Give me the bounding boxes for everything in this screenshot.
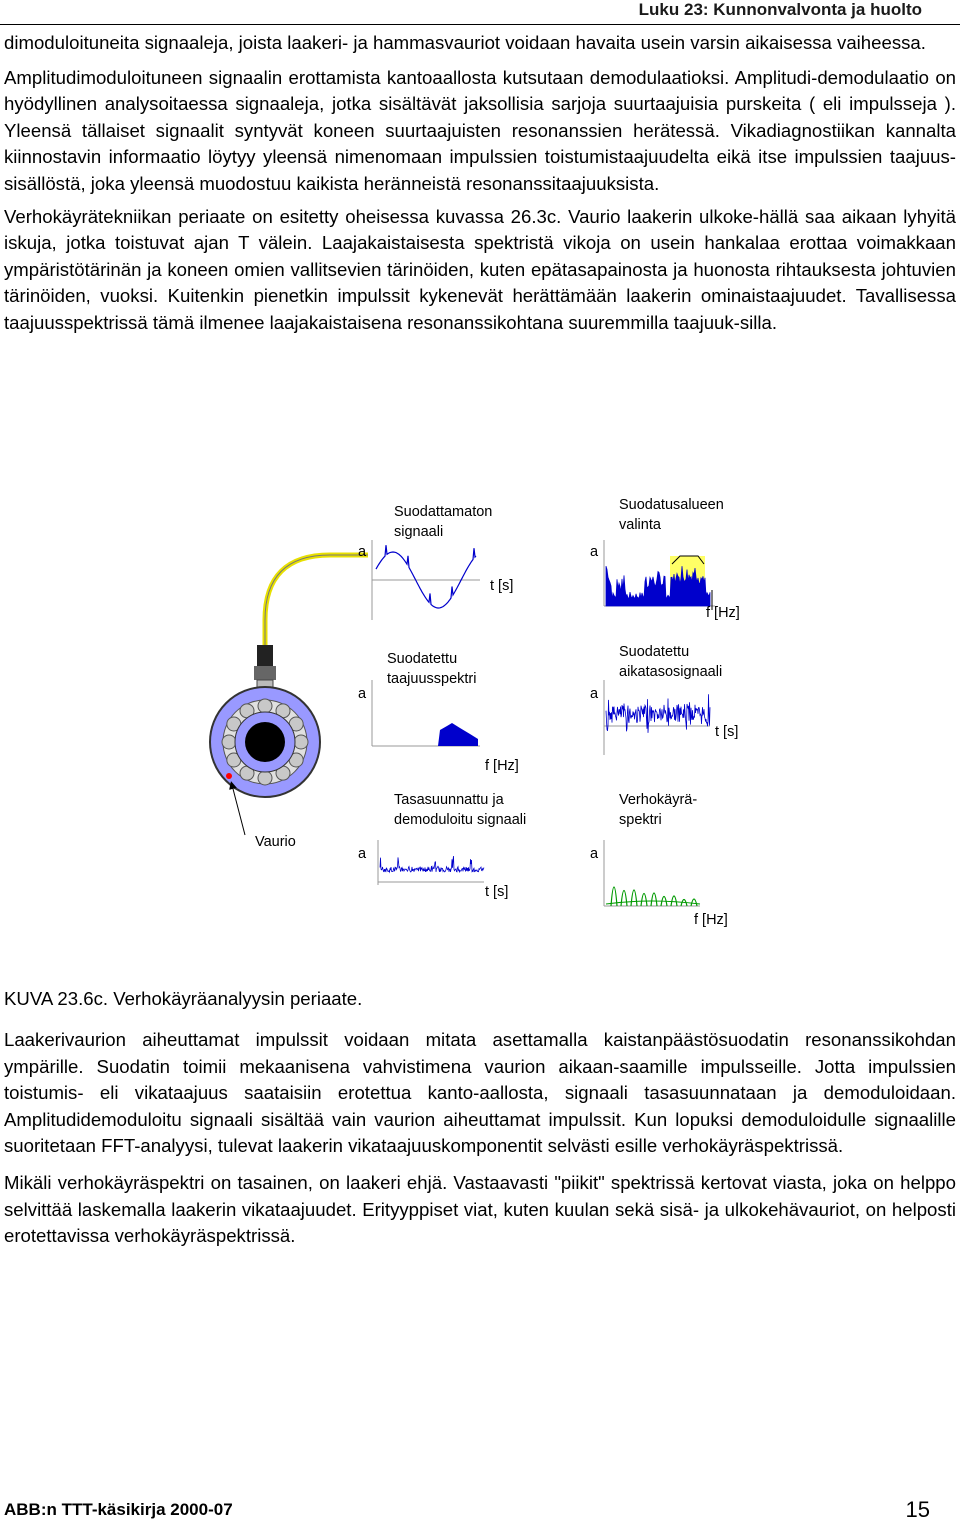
panel-envelope-spectrum — [590, 792, 728, 928]
paragraph-3: Verhokäyrätekniikan periaate on esitetty oheisessa kuvassa 26.3c. Vaurio laakerin ulkoke-hällä saa aikaan lyhyitä iskuja, jotka toistuvat ajan T välein. Laajakaistaisesta spektristä vikoja on usein hankalaa erottaa voimakkaan ympäristötärinän ja koneen omien vallitsevien tärinöiden, kuten epätasapainosta ja huonosta rihtauksesta johtuvien tärinöiden, vuoksi. Kuitenkin pienetkin impulssit kykenevät herättämään laakerin ominaistaajuudet. Tavallisessa taajuusspektrissä tämä ilmenee laajakaistaisena resonanssikohtana suuremmilla taajuuk-silla. — [4, 205, 956, 333]
bearing-drawing — [210, 687, 320, 797]
envelope-peak — [651, 893, 657, 906]
envelope-peak — [621, 891, 627, 907]
panel1-signal-trace — [376, 545, 476, 608]
sensor-cable — [265, 555, 368, 680]
body-text-top — [4, 30, 956, 337]
figure-caption: KUVA 23.6c. Verhokäyräanalyysin periaate. — [4, 988, 363, 1009]
envelope-analysis-figure — [0, 480, 960, 960]
paragraph-5: Mikäli verhokäyräspektri on tasainen, on laakeri ehjä. Vastaavasti "piikit" spektrissä kertovat viasta, joka on helppo selvittää laskemalla laakerin vikataajuudet. Erityyppiset viat, kuten kuulan sekä sisä- ja ulkokehävauriot, on helposti erotettavissa verhokäyräspektrissä. — [4, 1171, 956, 1247]
panel5-title-line2: demoduloitu signaali — [394, 812, 527, 828]
panel4-title-line1: Suodatettu — [619, 644, 690, 660]
panel2-freq-label: f [Hz] — [706, 605, 740, 621]
bearing-shaft — [245, 722, 285, 762]
panel4-title-line2: aikatasosignaali — [619, 664, 723, 680]
panel5-time-label: t [s] — [485, 884, 509, 900]
figure-svg — [0, 480, 960, 960]
panel-filter-band-selection — [590, 497, 740, 621]
bearing-ball — [222, 735, 236, 749]
panel-filtered-time-signal — [590, 644, 738, 755]
panel6-title-line1: Verhokäyrä- — [619, 792, 698, 808]
damage-label: Vaurio — [255, 834, 296, 850]
fault-marker — [226, 773, 232, 779]
panel1-title-line2: signaali — [394, 524, 444, 540]
panel3-filtered-band — [438, 723, 478, 746]
footer-source: ABB:n TTT-käsikirja 2000-07 — [4, 1500, 233, 1519]
panel-unfiltered-signal — [358, 504, 513, 620]
sensor-head — [257, 645, 273, 667]
page-number: 15 — [905, 1497, 930, 1522]
panel1-title-line1: Suodattamaton — [394, 504, 493, 520]
paragraph-2: Amplitudimoduloituneen signaalin erottamista kantoaallosta kutsutaan demodulaatioksi. Amplitudi-demodulaatio on hyödyllinen analysoitaessa signaaleja, jotka sisältävät jaksollisia sarjoja suurtaajuisia purskeita ( eli impulsseja ). Yleensä tällaiset signaalit syntyvät koneen suurtaajuisten resonanssien herätessä. Vikadiagnostiikan kannalta kiinnostavin informaatio löytyy yleensä nimenomaan impulssien toistumistaajuudelta eikä itse impulssien taajuus-sisällöstä, joka yleensä muodostuu kaikista heränneistä resonanssitaajuuksista. — [4, 66, 956, 194]
envelope-peak — [671, 896, 677, 906]
envelope-peak — [641, 894, 647, 907]
panel4-signal-trace — [606, 694, 710, 733]
panel2-spectrum — [606, 566, 710, 606]
panel3-axis-label: a — [358, 686, 367, 702]
panel5-axis-label: a — [358, 846, 367, 862]
panel3-freq-label: f [Hz] — [485, 758, 519, 774]
bearing-ball — [294, 735, 308, 749]
sensor-and-cable — [254, 555, 368, 692]
panel3-title-line1: Suodatettu — [387, 651, 458, 667]
panel2-title-line2: valinta — [619, 517, 661, 533]
paragraph-1: dimoduloituneita signaaleja, joista laakeri- ja hammasvauriot voidaan havaita usein varsin aikaisessa vaiheessa. — [4, 32, 926, 53]
envelope-peak — [631, 890, 637, 906]
panel6-title-line2: spektri — [619, 812, 662, 828]
panel2-title-line1: Suodatusalueen — [619, 497, 724, 513]
paragraph-4: Laakerivaurion aiheuttamat impulssit voidaan mitata asettamalla kaistanpäästösuodatin resonanssikohdan ympärille. Suodatin toimii mekaanisena vahvistimena vaurion aikaan-saamille impulsseille. Jotta impulssien toistumis- eli vikataajuus saataisiin erotettua kanto-aallosta, signaali tasasuunnataan ja demoduloidaan. Amplitudidemoduloitu signaali sisältää vain vaurion aiheuttamat impulssit. Kun lopuksi demoduloidulle signaalille suoritetaan FFT-analyysi, tulevat laakerin vikataajuuskomponentit selvästi esille verhokäyräspektrissä. — [4, 1029, 956, 1157]
page-header: Luku 23: Kunnonvalvonta ja huolto — [638, 0, 922, 19]
panel2-axis-label: a — [590, 544, 599, 560]
envelope-peak — [691, 899, 697, 906]
header-divider — [0, 24, 960, 25]
panel6-freq-label: f [Hz] — [694, 912, 728, 928]
panel4-axis-label: a — [590, 686, 599, 702]
panel1-time-label: t [s] — [490, 578, 514, 594]
panel6-axis-label: a — [590, 846, 599, 862]
bearing-ball — [258, 771, 272, 785]
panel-filtered-spectrum — [358, 651, 519, 774]
panel5-signal-trace — [380, 856, 484, 872]
sensor-body — [254, 666, 276, 680]
bearing-ball — [258, 699, 272, 713]
body-text-bottom — [4, 1027, 956, 1250]
envelope-peaks — [606, 887, 700, 906]
panel1-axis-label: a — [358, 544, 367, 560]
panel4-time-label: t [s] — [715, 724, 739, 740]
panel-demodulated-signal — [358, 792, 526, 900]
panel3-title-line2: taajuusspektri — [387, 671, 477, 687]
panel5-title-line1: Tasasuunnattu ja — [394, 792, 504, 808]
